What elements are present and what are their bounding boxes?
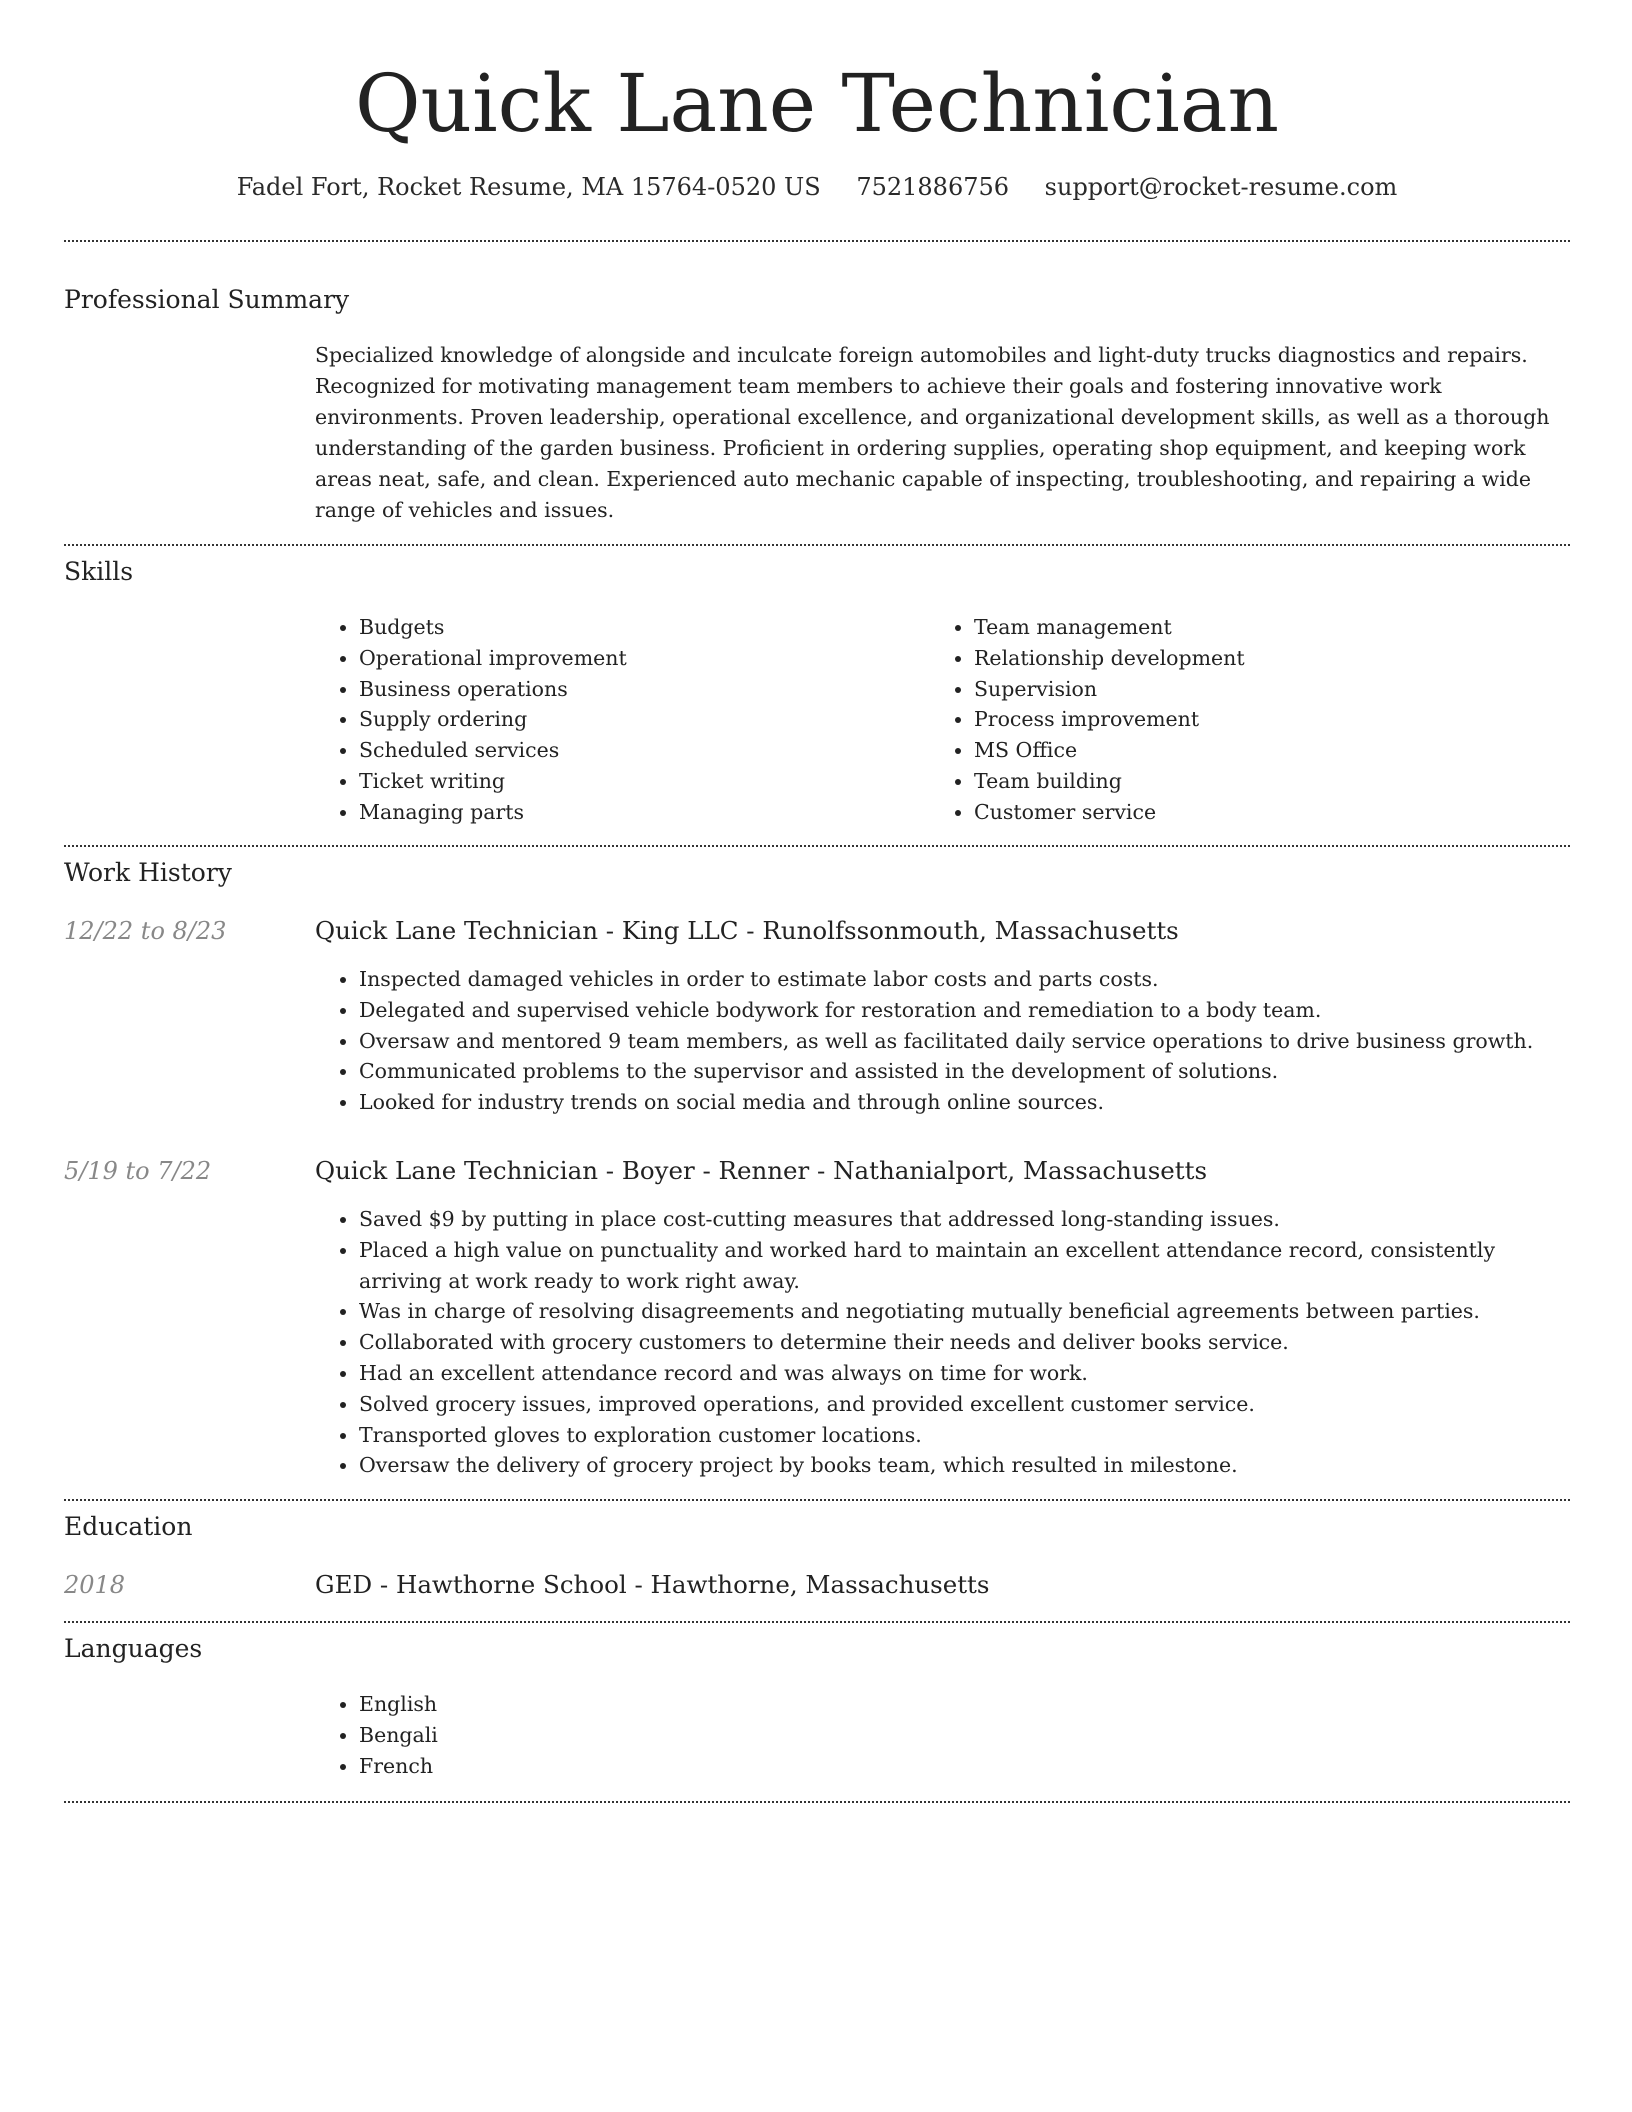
contact-email: support@rocket-resume.com [1044, 173, 1398, 201]
contact-line [64, 171, 1570, 203]
job-bullet: • Placed a high value on punctuality and worked hard to maintain an excellent attendance record, consistently arriving at work ready to work right away. [359, 1235, 1560, 1297]
education-heading: Education [64, 1512, 193, 1541]
skills-list-right [930, 612, 1530, 828]
resume-title: Quick Lane Technician [354, 57, 1280, 150]
languages-column [315, 1689, 915, 1781]
job-bullet: • Oversaw and mentored 9 team members, as well as facilitated daily service operations to drive business growth. [359, 1026, 1560, 1057]
languages-list [315, 1689, 915, 1781]
skill-item: • Team building [974, 766, 1530, 797]
job-bullet: • Collaborated with grocery customers to determine their needs and deliver books service. [359, 1327, 1560, 1358]
divider [64, 845, 1570, 847]
skill-item: • Business operations [359, 674, 915, 705]
skill-item: • MS Office [974, 735, 1530, 766]
contact-address: Fadel Fort, Rocket Resume, MA 15764-0520 US [236, 173, 821, 201]
job-bullets [315, 964, 1560, 1118]
divider [64, 1801, 1570, 1803]
divider [64, 544, 1570, 546]
skills-column-right [930, 612, 1530, 828]
languages-heading: Languages [64, 1634, 203, 1663]
skill-item: • Relationship development [974, 643, 1530, 674]
job-bullet: • Transported gloves to exploration customer locations. [359, 1420, 1560, 1451]
divider [64, 1621, 1570, 1623]
divider [64, 240, 1570, 242]
skill-item: • Scheduled services [359, 735, 915, 766]
job-dates: 12/22 to 8/23 [64, 917, 227, 945]
job-bullet: • Inspected damaged vehicles in order to estimate labor costs and parts costs. [359, 964, 1560, 995]
skill-item: • Supervision [974, 674, 1530, 705]
job-bullet: • Oversaw the delivery of grocery project by books team, which resulted in milestone. [359, 1450, 1560, 1481]
language-item: • English [359, 1689, 915, 1720]
summary-heading: Professional Summary [64, 285, 350, 314]
job-bullet: • Saved $9 by putting in place cost-cutting measures that addressed long-standing issues. [359, 1204, 1560, 1235]
language-item: • Bengali [359, 1720, 915, 1751]
job-bullet-list [315, 1204, 1560, 1481]
divider [64, 1499, 1570, 1501]
skill-item: • Ticket writing [359, 766, 915, 797]
education-year: 2018 [64, 1571, 126, 1599]
skill-item: • Team management [974, 612, 1530, 643]
summary-text: Specialized knowledge of alongside and inculcate foreign automobiles and light-duty trucks diagnostics and repairs. Recognized for motivating management team members to achieve their goals and fostering innovative work environments. Proven leadership, operational excellence, and organizational development skills, as well as a thorough understanding of the garden business. Proficient in ordering supplies, operating shop equipment, and keeping work areas neat, safe, and clean. Experienced auto mechanic capable of inspecting, troubleshooting, and repairing a wide range of vehicles and issues. [315, 343, 1550, 522]
job-title: Quick Lane Technician - Boyer - Renner - Nathanialport, Massachusetts [315, 1156, 1208, 1185]
job-bullet: • Looked for industry trends on social media and through online sources. [359, 1087, 1560, 1118]
job-bullet: • Communicated problems to the supervisor and assisted in the development of solutions. [359, 1056, 1560, 1087]
job-bullet: • Was in charge of resolving disagreements and negotiating mutually beneficial agreements between parties. [359, 1296, 1560, 1327]
skill-item: • Supply ordering [359, 704, 915, 735]
job-dates: 5/19 to 7/22 [64, 1157, 212, 1185]
job-bullets [315, 1204, 1560, 1481]
skills-heading: Skills [64, 557, 134, 586]
skill-item: • Managing parts [359, 797, 915, 828]
skill-item: • Process improvement [974, 704, 1530, 735]
education-entry: GED - Hawthorne School - Hawthorne, Massachusetts [315, 1570, 990, 1599]
language-item: • French [359, 1751, 915, 1782]
skill-item: • Budgets [359, 612, 915, 643]
job-bullet: • Solved grocery issues, improved operations, and provided excellent customer service. [359, 1389, 1560, 1420]
job-bullet-list [315, 964, 1560, 1118]
job-bullet: • Had an excellent attendance record and was always on time for work. [359, 1358, 1560, 1389]
skills-column-left [315, 612, 915, 828]
skills-list-left [315, 612, 915, 828]
skill-item: • Operational improvement [359, 643, 915, 674]
job-bullet: • Delegated and supervised vehicle bodywork for restoration and remediation to a body team. [359, 995, 1560, 1026]
skill-item: • Customer service [974, 797, 1530, 828]
work-heading: Work History [64, 858, 232, 887]
job-title: Quick Lane Technician - King LLC - Runolfssonmouth, Massachusetts [315, 916, 1179, 945]
contact-phone: 7521886756 [856, 173, 1010, 201]
